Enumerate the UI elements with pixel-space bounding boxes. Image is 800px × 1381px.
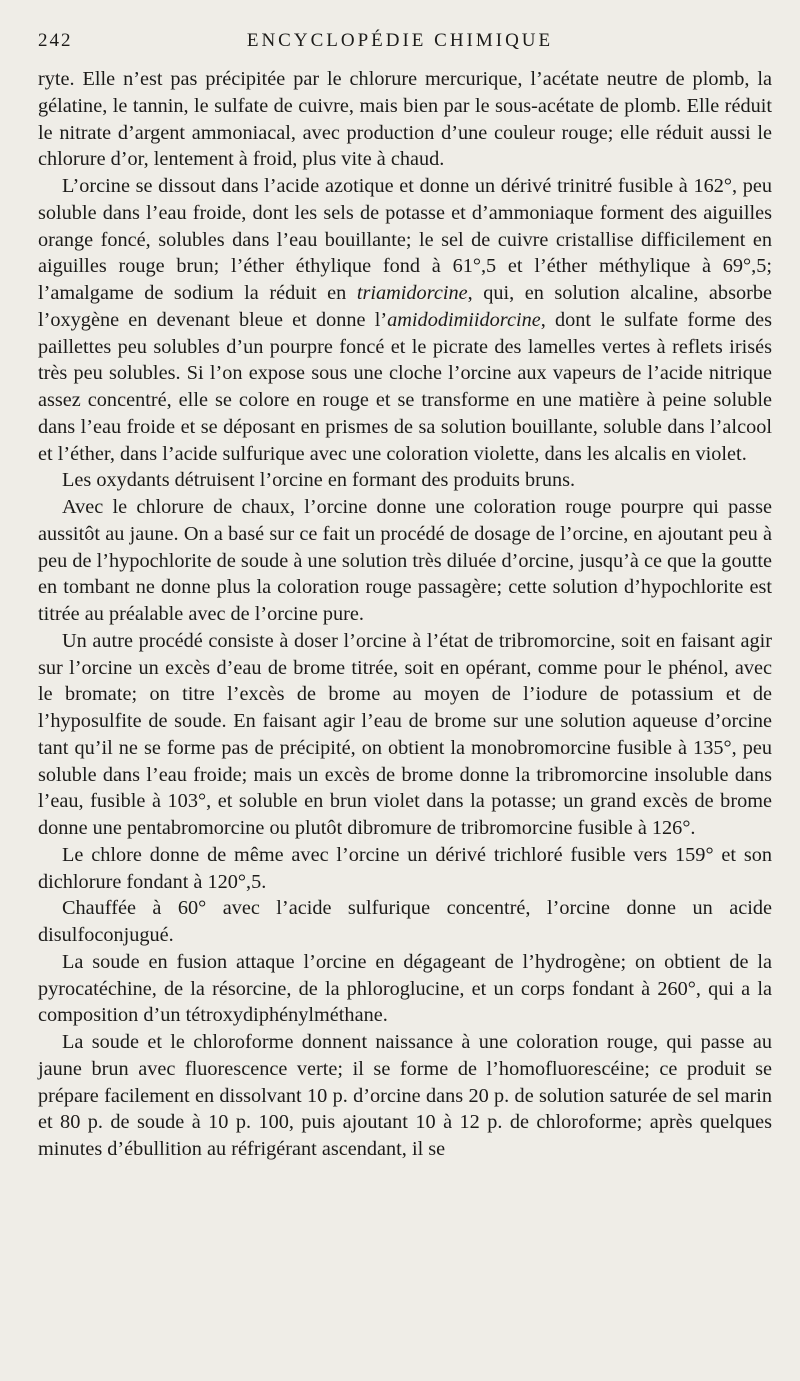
running-title: ENCYCLOPÉDIE CHIMIQUE (246, 30, 554, 51)
body-text (38, 66, 772, 1163)
paragraph (38, 494, 772, 628)
paragraph (38, 1029, 772, 1163)
text-run: Chauffée à 60° avec l’acide sulfurique concentré, l’orcine donne un acide disulfoconjugué. (38, 897, 772, 946)
paragraph (38, 628, 772, 842)
paragraph (38, 467, 772, 494)
text-run: Un autre procédé consiste à doser l’orcine à l’état de tribromorcine, soit en faisant agir sur l’orcine un excès d’eau de brome titrée, soit en opérant, comme pour le phénol, avec le bromate; on titre l’excès de brome au moyen de l’iodure de potassium et de l’hyposulfite de soude. En faisant agir l’eau de brome sur une solution aqueuse d’orcine tant qu’il ne se forme pas de précipité, on obtient la monobromorcine fusible à 135°, peu soluble dans l’eau froide; mais un excès de brome donne la tribromorcine insoluble dans l’eau, fusible à 103°, et soluble en brun violet dans la potasse; un grand excès de brome donne une pentabromorcine ou plutôt dibromure de tribromorcine fusible à 126°. (38, 629, 772, 839)
text-run: Les oxydants détruisent l’orcine en formant des produits bruns. (62, 469, 576, 492)
page-number: 242 (38, 30, 73, 51)
text-run: , dont le sulfate forme des paillettes peu solubles d’un pourpre foncé et le picrate des lamelles vertes à reflets irisés très peu solubles. Si l’on expose sous une cloche l’orcine aux vapeurs de l’acide nitrique assez concentré, elle se colore en rouge et se transforme en une matière à peine soluble dans l’eau froide et se déposant en prismes de sa solution bouillante, soluble dans l’alcool et l’éther, dans l’acide sulfurique avec une coloration violette, dans les alcalis en violet. (38, 308, 772, 465)
italic-term: amidodimiidorcine (387, 308, 541, 331)
text-run: , qui, en solution alcaline, absorbe l’oxygène en devenant bleue et donne l’ (38, 282, 772, 331)
paragraph (38, 66, 772, 173)
paragraph (38, 949, 772, 1029)
text-run: Avec le chlorure de chaux, l’orcine donne une coloration rouge pourpre qui passe aussitôt au jaune. On a basé sur ce fait un procédé de dosage de l’orcine, en ajoutant peu à peu de l’hypochlorite de soude à une solution très diluée d’orcine, jusqu’à ce que la goutte en tombant ne donne plus la coloration rouge passagère; cette solution d’hypochlorite est titrée au préalable avec de l’orcine pure. (38, 496, 772, 625)
paragraph (38, 173, 772, 467)
text-run: La soude en fusion attaque l’orcine en dégageant de l’hydrogène; on obtient de la pyrocatéchine, de la résorcine, de la phloroglucine, et un corps fondant à 260°, qui a la composition d’un tétroxydiphénylméthane. (38, 950, 772, 1027)
italic-term: triamidorcine (356, 282, 468, 304)
paragraph (38, 842, 772, 896)
paragraph (38, 895, 772, 949)
text-run: L’orcine se dissout dans l’acide azotique et donne un dérivé trinitré fusible à 162°, peu soluble dans l’eau froide, dont les sels de potasse et d’ammoniaque forment des aiguilles orange foncé, solubles dans l’eau bouillante; le sel de cuivre cristallise difficilement en aiguilles rouge brun; l’éther éthylique fond à 61°,5 et l’éther méthylique à 69°,5; l’amalgame de sodium la réduit en (38, 175, 772, 304)
text-run: ryte. Elle n’est pas précipitée par le chlorure mercurique, l’acétate neutre de plomb, la gélatine, le tannin, le sulfate de cuivre, mais bien par le sous-acétate de plomb. Elle réduit le nitrate d’argent ammoniacal, avec production d’une couleur rouge; elle réduit aussi le chlorure d’or, lentement à froid, plus vite à chaud. (38, 68, 772, 171)
text-run: Le chlore donne de même avec l’orcine un dérivé trichloré fusible vers 159° et son dichlorure fondant à 120°,5. (38, 843, 772, 893)
text-run: La soude et le chloroforme donnent naissance à une coloration rouge, qui passe au jaune brun avec fluorescence verte; il se forme de l’homofluorescéine; ce produit se prépare facilement en dissolvant 10 p. d’orcine dans 20 p. de solution saturée de sel marin et 80 p. de soude à 10 p. 100, puis ajoutant 10 à 12 p. de chloroforme; après quelques minutes d’ébullition au réfrigérant ascendant, il se (38, 1031, 772, 1160)
page-header (38, 30, 762, 58)
